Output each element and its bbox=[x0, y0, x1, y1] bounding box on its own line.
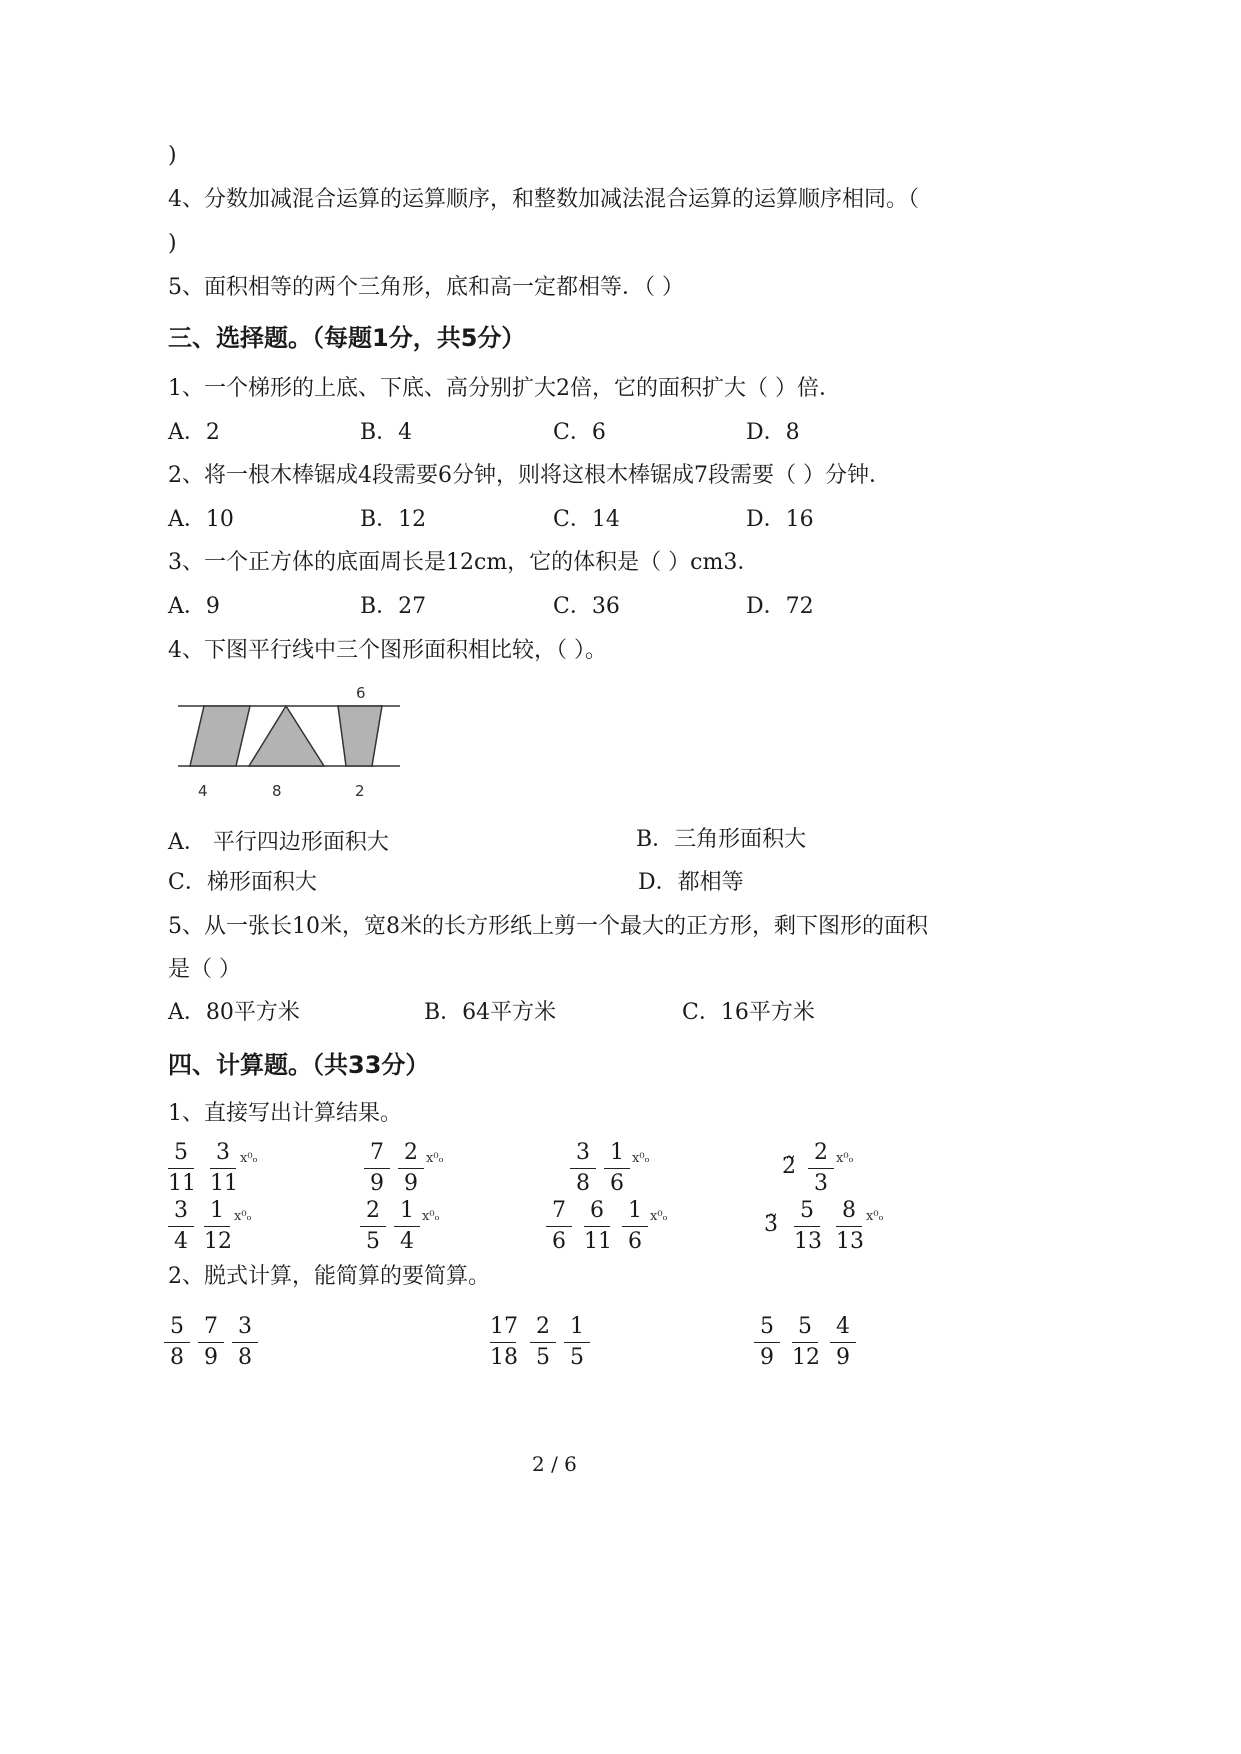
section-heading-calc: 四、计算题。（共33分） bbox=[168, 1051, 430, 1079]
q5-option-b: B．64平方米 bbox=[424, 1000, 557, 1025]
choice-question-5-line1: 5、从一张长10米，宽8米的长方形纸上剪一个最大的正方形，剩下图形的面积 bbox=[168, 914, 928, 939]
choice-question-5-line2: 是（ ） bbox=[168, 957, 241, 982]
fraction: $\frac{3}{8}$ bbox=[570, 1140, 596, 1197]
figure-label-bottom-2: 8 bbox=[272, 782, 282, 800]
fraction: $\frac{4}{9}$ bbox=[830, 1314, 856, 1371]
choice-question-4: 4、下图平行线中三个图形面积相比较，（ ）。 bbox=[168, 638, 607, 663]
fraction: $\frac{17}{18}$ bbox=[490, 1314, 518, 1370]
choice-question-1: 1、一个梯形的上底、下底、高分别扩大2倍，它的面积扩大（ ）倍． bbox=[168, 376, 841, 401]
q1-option-d: D．8 bbox=[746, 420, 800, 445]
equals-mark: ⅹ⁰ₒ bbox=[866, 1209, 884, 1224]
fraction: $\frac{1}{5}$ bbox=[564, 1314, 590, 1371]
equals-mark: ⅹ⁰ₒ bbox=[422, 1209, 440, 1224]
trapezoid-shape bbox=[338, 706, 382, 766]
q5-option-c: C．16平方米 bbox=[682, 1000, 815, 1025]
q4-option-b: B．三角形面积大 bbox=[636, 827, 807, 852]
q4-option-a: A． 平行四边形面积大 bbox=[168, 830, 389, 855]
triangle-shape bbox=[249, 706, 324, 766]
tf-question-4-close: ) bbox=[168, 231, 177, 256]
equals-mark: ⅹ⁰ₒ bbox=[650, 1209, 668, 1224]
fraction: $\frac{5}{12}$ bbox=[792, 1314, 820, 1370]
equals-mark: ⅹ⁰ₒ bbox=[632, 1151, 650, 1166]
q1-option-c: C．6 bbox=[553, 420, 606, 445]
fraction: $\frac{5}{11}$ bbox=[168, 1140, 196, 1196]
fraction: $\frac{5}{13}$ bbox=[794, 1198, 822, 1254]
q4-option-d: D．都相等 bbox=[638, 870, 744, 895]
fraction: $\frac{1}{4}$ bbox=[394, 1198, 420, 1255]
fraction: $\frac{2}{5}$ bbox=[360, 1198, 386, 1255]
page-number: 2 / 6 bbox=[532, 1452, 577, 1476]
equals-mark: ⅹ⁰ₒ bbox=[234, 1209, 252, 1224]
q3-option-c: C．36 bbox=[553, 594, 620, 619]
whole-number: 3̃ bbox=[764, 1212, 778, 1237]
parallel-lines-figure bbox=[170, 680, 410, 805]
choice-question-2: 2、将一根木棒锯成4段需要6分钟，则将这根木棒锯成7段需要（ ）分钟． bbox=[168, 463, 891, 488]
fraction: $\frac{1}{12}$ bbox=[204, 1198, 232, 1254]
calc-question-2-title: 2、脱式计算，能简算的要简算。 bbox=[168, 1264, 490, 1289]
fraction: $\frac{2}{9}$ bbox=[398, 1140, 424, 1197]
tf-question-5: 5、面积相等的两个三角形，底和高一定都相等．（ ） bbox=[168, 275, 684, 300]
section-heading-choice: 三、选择题。（每题1分，共5分） bbox=[168, 324, 526, 352]
dangling-paren: ) bbox=[168, 143, 177, 168]
fraction: $\frac{3}{4}$ bbox=[168, 1198, 194, 1255]
fraction: $\frac{2}{5}$ bbox=[530, 1314, 556, 1371]
equals-mark: ⅹ⁰ₒ bbox=[836, 1151, 854, 1166]
q3-option-a: A．9 bbox=[168, 594, 220, 619]
fraction: $\frac{1}{6}$ bbox=[622, 1198, 648, 1255]
q5-option-a: A．80平方米 bbox=[168, 1000, 300, 1025]
figure-label-bottom-1: 4 bbox=[198, 782, 208, 800]
equals-mark: ⅹ⁰ₒ bbox=[426, 1151, 444, 1166]
calc-question-1-title: 1、直接写出计算结果。 bbox=[168, 1101, 402, 1126]
q1-option-b: B．4 bbox=[360, 420, 413, 445]
choice-question-3: 3、一个正方体的底面周长是12cm，它的体积是（ ）cm3． bbox=[168, 550, 760, 575]
fraction: $\frac{7}{9}$ bbox=[364, 1140, 390, 1197]
q2-option-b: B．12 bbox=[360, 507, 427, 532]
parallelogram-shape bbox=[190, 706, 250, 766]
fraction: $\frac{5}{9}$ bbox=[754, 1314, 780, 1371]
figure-label-bottom-3: 2 bbox=[355, 782, 365, 800]
q1-option-a: A．2 bbox=[168, 420, 220, 445]
fraction: $\frac{6}{11}$ bbox=[584, 1198, 612, 1254]
q2-option-c: C．14 bbox=[553, 507, 620, 532]
fraction: $\frac{8}{13}$ bbox=[836, 1198, 864, 1254]
fraction: $\frac{5}{8}$ bbox=[164, 1314, 190, 1371]
fraction: $\frac{2}{3}$ bbox=[808, 1140, 834, 1197]
figure-label-top: 6 bbox=[356, 684, 366, 702]
q3-option-b: B．27 bbox=[360, 594, 427, 619]
fraction: $\frac{7}{9}$ bbox=[198, 1314, 224, 1371]
q2-option-a: A．10 bbox=[168, 507, 234, 532]
q2-option-d: D．16 bbox=[746, 507, 814, 532]
equals-mark: ⅹ⁰ₒ bbox=[240, 1151, 258, 1166]
fraction: $\frac{7}{6}$ bbox=[546, 1198, 572, 1255]
whole-number: 2̃ bbox=[782, 1154, 796, 1179]
q4-option-c: C．梯形面积大 bbox=[168, 870, 317, 895]
fraction: $\frac{3}{8}$ bbox=[232, 1314, 258, 1371]
fraction: $\frac{3}{11}$ bbox=[210, 1140, 238, 1196]
tf-question-4: 4、分数加减混合运算的运算顺序，和整数加减法混合运算的运算顺序相同。（ bbox=[168, 187, 919, 212]
q3-option-d: D．72 bbox=[746, 594, 814, 619]
fraction: $\frac{1}{6}$ bbox=[604, 1140, 630, 1197]
